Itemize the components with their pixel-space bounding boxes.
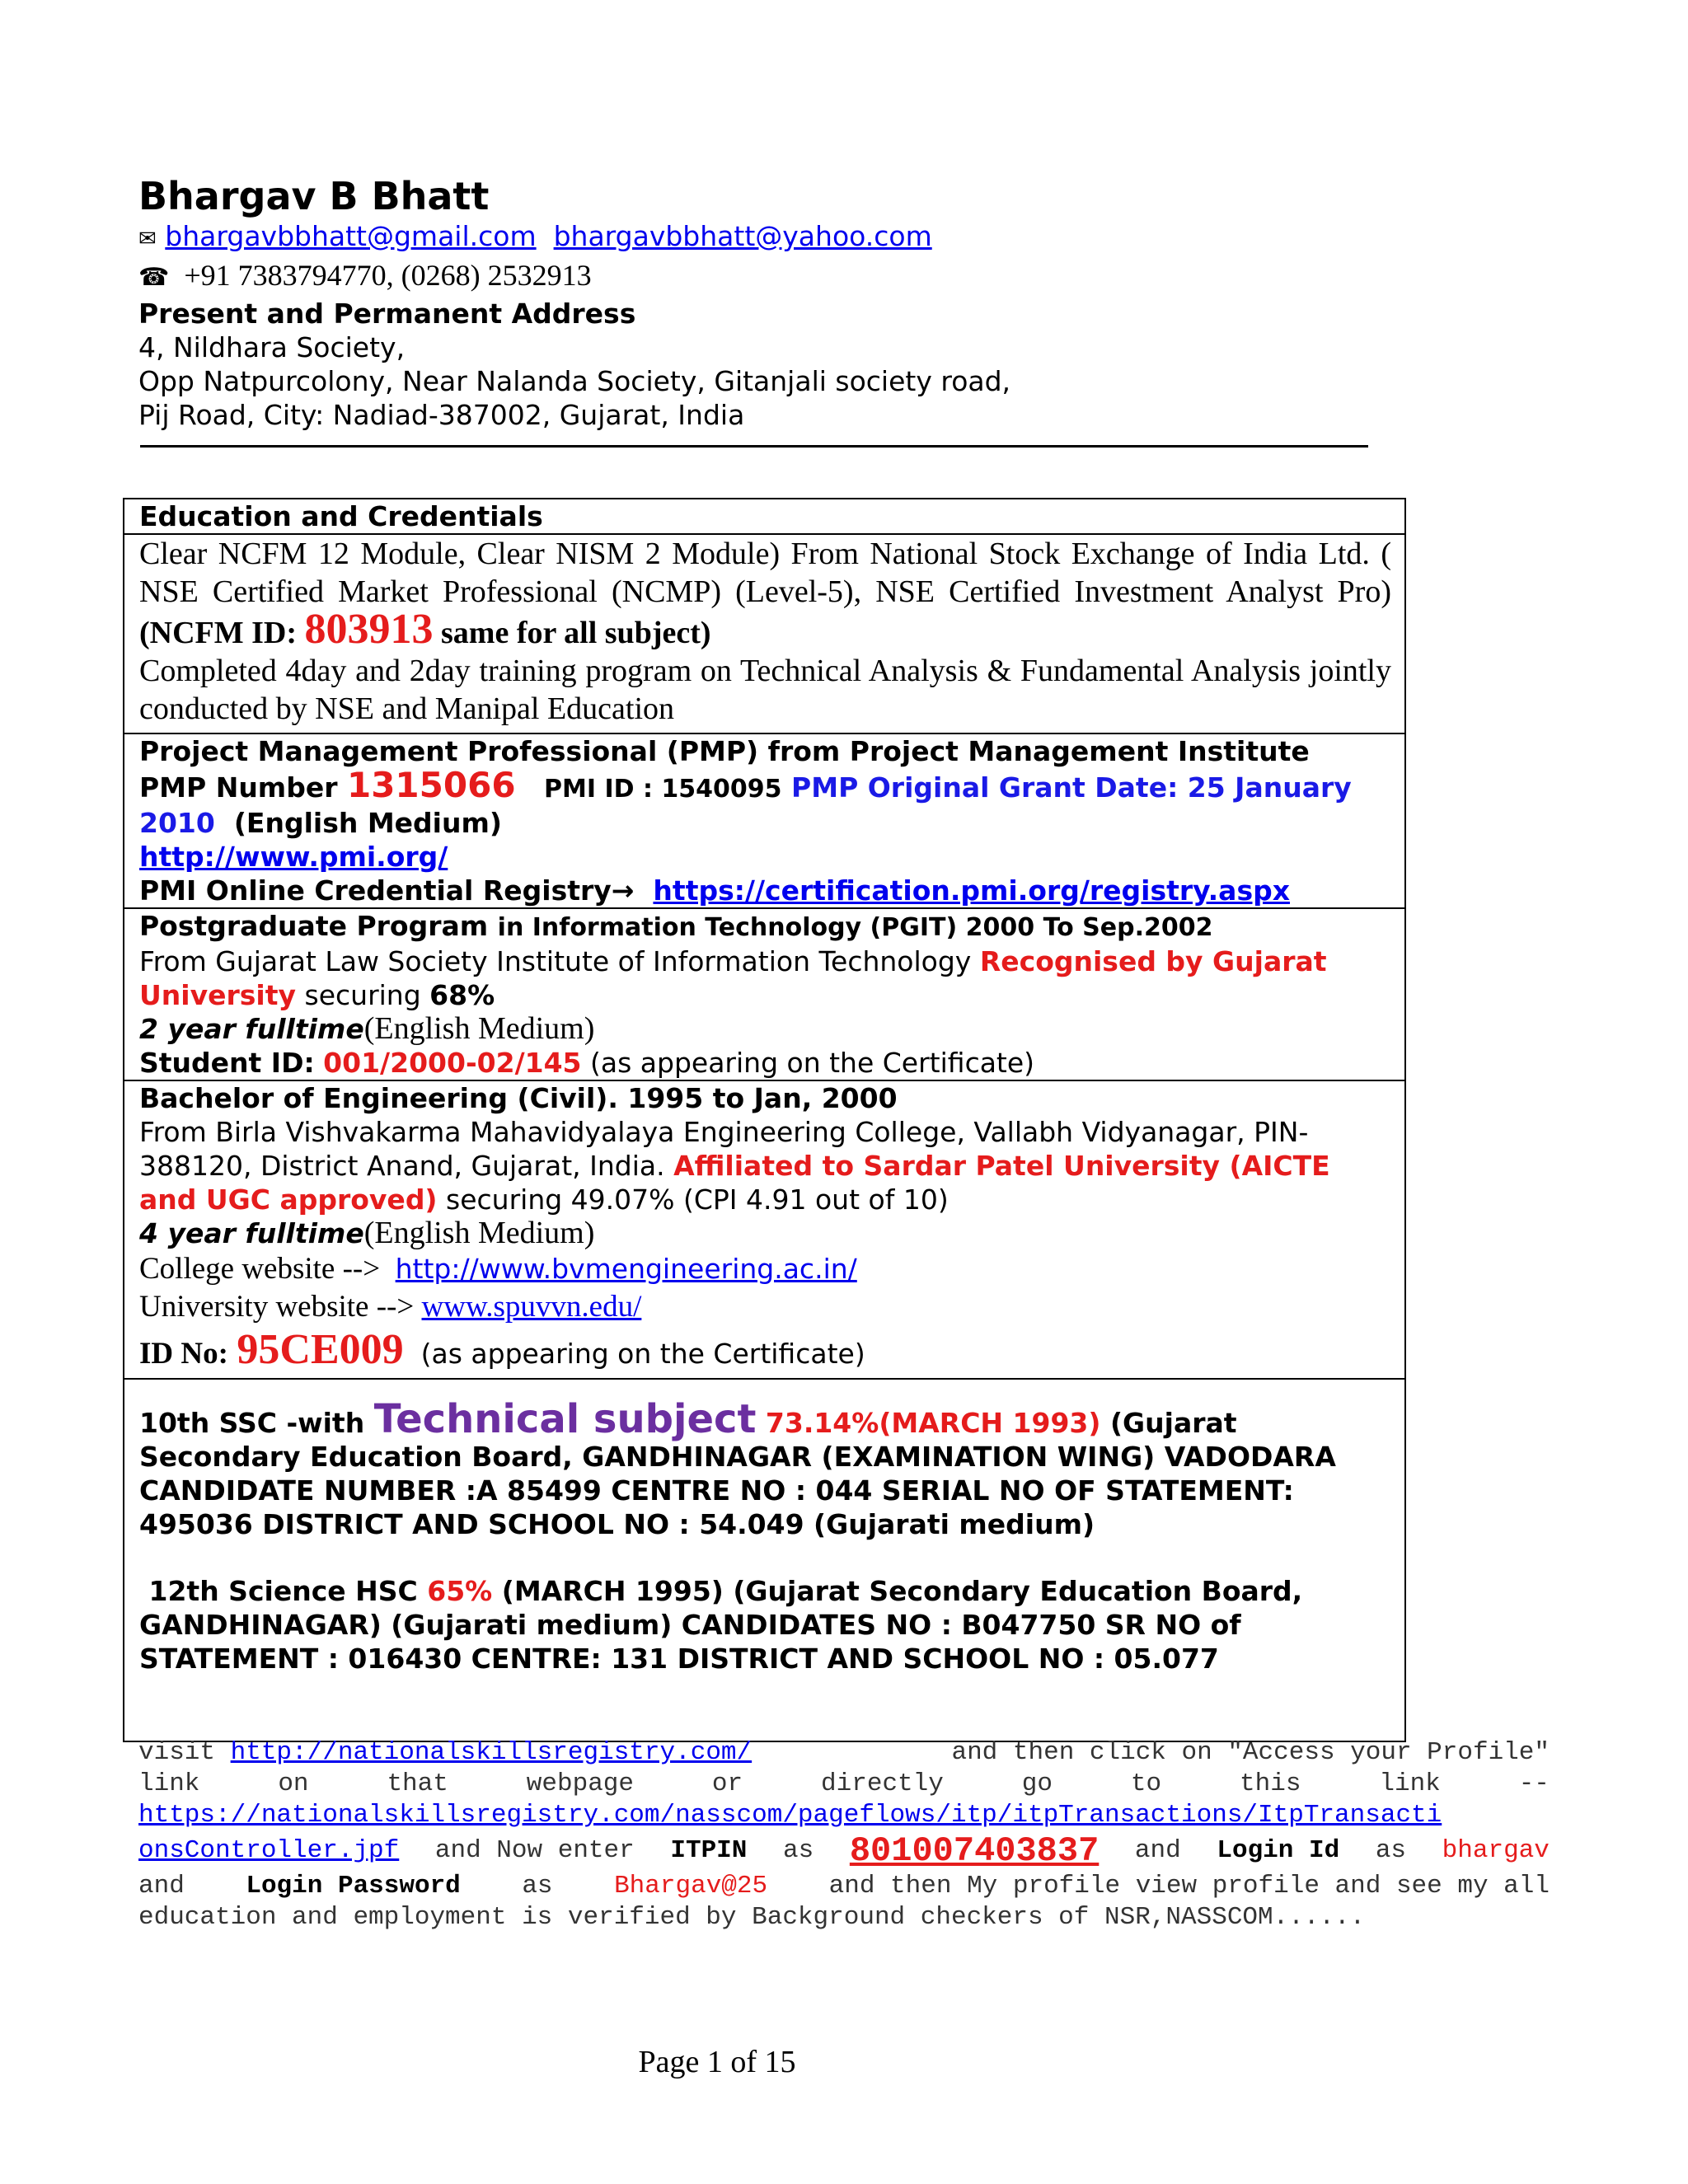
ncfm-id-label: (NCFM ID: xyxy=(139,616,298,650)
pgit-title-main: Postgraduate Program xyxy=(139,910,489,942)
login-id-value: bhargav xyxy=(1442,1836,1550,1865)
table-row xyxy=(124,908,1405,1080)
nsr-as: as xyxy=(1375,1836,1407,1865)
nsr-line xyxy=(138,1871,1550,1902)
pmp-title: Project Management Professional (PMP) from Project Management Institute xyxy=(139,735,1310,767)
nsr-as: as xyxy=(522,1872,553,1900)
pgit-cert-note: (as appearing on the Certificate) xyxy=(590,1047,1035,1079)
pgit-medium: (English Medium) xyxy=(363,1011,595,1046)
student-id-value: 001/2000-02/145 xyxy=(323,1047,582,1079)
pgit-percent: 68% xyxy=(429,979,495,1011)
pmp-grant-date: PMP Original Grant Date: 25 January 2010 xyxy=(139,771,1352,839)
envelope-icon: ✉ xyxy=(138,227,157,251)
be-institute: From Birla Vishvakarma Mahavidyalaya Engineering College, Vallabh Vidyanagar, PIN-388120, District Anand, Gujarat, India. xyxy=(139,1116,1309,1182)
pmi-id: PMI ID : 1540095 xyxy=(544,775,782,804)
education-heading: Education and Credentials xyxy=(124,499,1405,534)
table-row xyxy=(124,534,1405,733)
ssc-details: (Gujarat Secondary Education Board, GANDHINAGAR (EXAMINATION WING) VADODARA CANDIDATE NUMBER :A 85499 CENTRE NO : 044 SERIAL NO OF STATEMENT: 495036 DISTRICT AND SCHOOL NO : 54.049 (Gujarati medium) xyxy=(139,1407,1336,1540)
arrow-right-icon: → xyxy=(611,874,635,907)
table-row xyxy=(124,1379,1405,1741)
nsr-word: -- xyxy=(1518,1769,1550,1798)
be-cell xyxy=(124,1080,1405,1379)
table-row xyxy=(124,1080,1405,1379)
be-id-value: 95CE009 xyxy=(237,1326,404,1373)
nsr-line xyxy=(138,1737,1550,1769)
login-password-label: Login Password xyxy=(246,1872,461,1900)
pmp-medium: (English Medium) xyxy=(233,807,502,839)
college-website-label: College website --> xyxy=(139,1252,381,1286)
address-heading: Present and Permanent Address xyxy=(138,298,636,330)
college-website-link[interactable]: http://www.bvmengineering.ac.in/ xyxy=(395,1253,857,1285)
phone-line xyxy=(138,256,1375,297)
pgit-duration: 2 year fulltime xyxy=(139,1013,364,1045)
address-line: 4, Nildhara Society, xyxy=(138,331,406,363)
education-table xyxy=(123,498,1406,1742)
nsr-word: to xyxy=(1130,1769,1162,1798)
hsc-score: 65% xyxy=(427,1575,493,1607)
nsr-line xyxy=(138,1769,1550,1800)
nsr-and: and xyxy=(138,1872,185,1900)
pmp-number-value: 1315066 xyxy=(346,765,516,805)
ssc-prefix: 10th SSC -with xyxy=(139,1407,365,1439)
table-row xyxy=(124,499,1405,534)
nsr-line xyxy=(138,1800,1550,1831)
login-id-label: Login Id xyxy=(1217,1836,1340,1865)
nsr-word: that xyxy=(387,1769,448,1798)
ncfm-description: Clear NCFM 12 Module, Clear NISM 2 Module) From National Stock Exchange of India Ltd. ( NSE Certified Market Professional (NCMP) (Level-5), NSE Certified Investment Analyst Pro) xyxy=(139,537,1391,609)
pgit-recognition: Recognised by Gujarat University xyxy=(139,945,1327,1011)
ncfm-id-value: 803913 xyxy=(304,606,434,653)
nsr-as: as xyxy=(783,1836,814,1865)
nsr-line4-rest: and then My profile view profile and see my all xyxy=(828,1872,1550,1900)
be-title: Bachelor of Engineering (Civil). 1995 to Jan, 2000 xyxy=(139,1082,898,1114)
nsr-word: go xyxy=(1021,1769,1053,1798)
resume-header xyxy=(138,173,1375,432)
hsc-block xyxy=(139,1574,1391,1675)
university-website-label: University website --> xyxy=(139,1290,415,1324)
page-number: Page 1 of 15 xyxy=(638,2045,796,2079)
pmi-registry-label: PMI Online Credential Registry xyxy=(139,874,612,907)
address-line: Opp Natpurcolony, Near Nalanda Society, Gitanjali society road, xyxy=(138,365,1011,397)
telephone-icon: ☎ xyxy=(138,263,170,292)
candidate-name: Bhargav B Bhatt xyxy=(138,174,490,218)
be-medium: (English Medium) xyxy=(363,1216,595,1250)
ncfm-id-suffix: same for all subject) xyxy=(441,616,711,650)
nsr-word: on xyxy=(278,1769,309,1798)
university-website-link[interactable]: www.spuvvn.edu/ xyxy=(421,1290,642,1324)
ncfm-cell xyxy=(124,534,1405,733)
nsr-word: or xyxy=(711,1769,743,1798)
nsr-word: this xyxy=(1240,1769,1301,1798)
pgit-cell xyxy=(124,908,1405,1080)
ssc-score: 73.14%(MARCH 1993) xyxy=(765,1407,1101,1439)
school-cell xyxy=(124,1379,1405,1741)
ncfm-training: Completed 4day and 2day training program on Technical Analysis & Fundamental Analysis jointly conducted by NSE and Manipal Education xyxy=(139,654,1391,726)
pmp-number-label: PMP Number xyxy=(139,771,338,804)
nsr-visit-word: visit xyxy=(138,1738,216,1767)
be-affiliation: Affiliated to Sardar Patel University (AICTE and UGC approved) xyxy=(139,1150,1330,1216)
nsr-and-now: and Now enter xyxy=(434,1836,635,1865)
nsr-profile-link[interactable]: https://nationalskillsregistry.com/nasscom/pageflows/itp/itpTransactions/ItpTransacti xyxy=(138,1801,1442,1830)
itpin-label: ITPIN xyxy=(670,1836,748,1865)
email-gmail-link[interactable]: bhargavbbhatt@gmail.com xyxy=(165,220,537,252)
nsr-word: link xyxy=(138,1769,200,1798)
pmi-website-link[interactable]: http://www.pmi.org/ xyxy=(139,841,448,873)
email-line xyxy=(138,219,1375,256)
nsr-and: and xyxy=(1134,1836,1181,1865)
be-securing: securing 49.07% (CPI 4.91 out of 10) xyxy=(446,1183,949,1216)
nsr-line xyxy=(138,1831,1550,1871)
header-divider xyxy=(140,445,1368,448)
pgit-securing: securing xyxy=(304,979,421,1011)
pmp-cell xyxy=(124,733,1405,908)
ssc-technical: Technical subject xyxy=(373,1396,757,1442)
nsr-home-link[interactable]: http://nationalskillsregistry.com/ xyxy=(230,1738,753,1767)
nsr-word: link xyxy=(1379,1769,1441,1798)
hsc-details: (MARCH 1995) (Gujarat Secondary Education Board, GANDHINAGAR) (Gujarati medium) CANDIDATES NO : B047750 SR NO of STATEMENT : 016430 CENTRE: 131 DISTRICT AND SCHOOL NO : 05.077 xyxy=(139,1575,1303,1675)
nsr-profile-link-cont[interactable]: onsController.jpf xyxy=(138,1836,400,1865)
pgit-institute: From Gujarat Law Society Institute of Information Technology xyxy=(139,945,972,977)
pmi-registry-link[interactable]: https://certification.pmi.org/registry.aspx xyxy=(653,874,1291,907)
hsc-prefix: 12th Science HSC xyxy=(148,1575,418,1607)
table-row xyxy=(124,733,1405,908)
phone-number: +91 7383794770, (0268) 2532913 xyxy=(184,259,592,292)
address-line: Pij Road, City: Nadiad-387002, Gujarat, India xyxy=(138,399,745,431)
login-password-value: Bhargav@25 xyxy=(614,1872,768,1900)
itpin-value: 801007403837 xyxy=(849,1831,1100,1871)
nsr-line5: education and employment is verified by Background checkers of NSR,NASSCOM...... xyxy=(138,1903,1366,1932)
student-id-label: Student ID: xyxy=(139,1047,315,1079)
nsr-line1-rest: and then click on "Access your Profile" xyxy=(951,1738,1550,1767)
nsr-word: webpage xyxy=(526,1769,635,1798)
be-cert-note: (as appearing on the Certificate) xyxy=(420,1338,865,1370)
ssc-block xyxy=(139,1396,1391,1541)
nsr-verification-note xyxy=(138,1737,1550,1933)
be-id-label: ID No: xyxy=(139,1337,228,1371)
nsr-word: directly xyxy=(821,1769,944,1798)
pgit-title-rest: in Information Technology (PGIT) 2000 To Sep.2002 xyxy=(497,913,1213,942)
be-duration: 4 year fulltime xyxy=(139,1217,364,1249)
email-yahoo-link[interactable]: bhargavbbhatt@yahoo.com xyxy=(553,220,932,252)
